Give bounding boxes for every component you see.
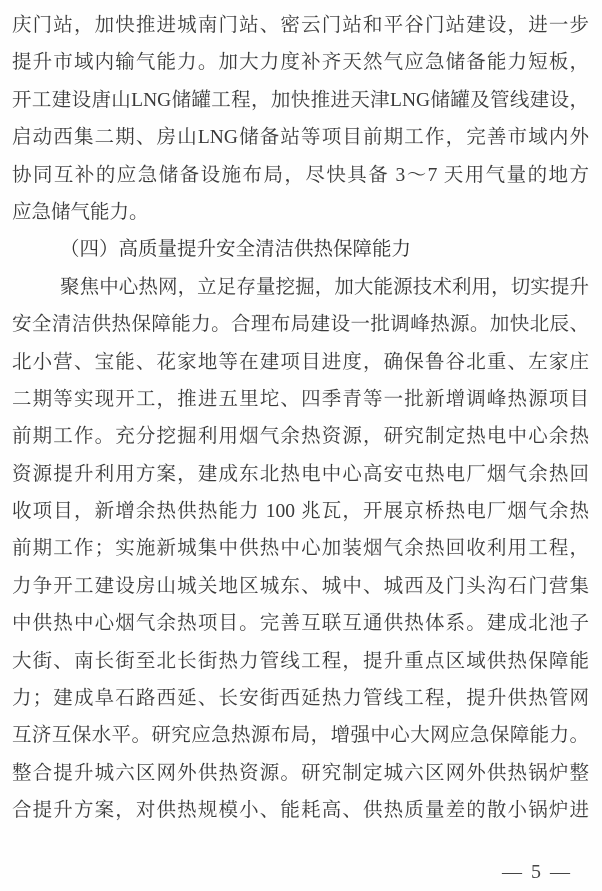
text-line: 互济互保水平。研究应急热源布局，增强中心大网应急保障能力。 [12,725,589,747]
text-line: 合提升方案，对供热规模小、能耗高、供热质量差的散小锅炉进 [12,800,589,822]
text-line: 前期工作；实施新城集中供热中心加装烟气余热回收利用工程， [12,538,589,560]
text-line: 大街、南长街至北长街热力管线工程，提升重点区域供热保障能 [12,650,589,672]
text-line: 北小营、宝能、花家地等在建项目进度，确保鲁谷北重、左家庄 [12,351,589,373]
page-number: — 5 — [502,861,572,883]
text-line: 前期工作。充分挖掘利用烟气余热资源，研究制定热电中心余热 [12,426,589,448]
text-line: 二期等实现开工，推进五里坨、四季青等一批新增调峰热源项目 [12,388,589,410]
text-line: 开工建设唐山LNG储罐工程，加快推进天津LNG储罐及管线建设， [12,89,589,111]
text-line: 收项目，新增余热供热能力 100 兆瓦，开展京桥热电厂烟气余热 [12,501,589,523]
section-heading: （四）高质量提升安全清洁供热保障能力 [60,239,412,261]
text-line: 提升市域内输气能力。加大力度补齐天然气应急储备能力短板， [12,52,589,74]
text-line: 整合提升城六区网外供热资源。研究制定城六区网外供热锅炉整 [12,762,589,784]
text-line: 应急储气能力。 [12,201,149,223]
document-text-block [12,7,589,830]
text-line: 协同互补的应急储备设施布局，尽快具备 3～7 天用气量的地方 [12,164,589,186]
text-line: 启动西集二期、房山LNG储备站等项目前期工作，完善市域内外 [12,127,589,149]
text-line: 聚焦中心热网，立足存量挖掘，加大能源技术利用，切实提升 [60,276,589,298]
text-line: 庆门站，加快推进城南门站、密云门站和平谷门站建设，进一步 [12,15,589,36]
text-line: 安全清洁供热保障能力。合理布局建设一批调峰热源。加快北辰、 [12,314,589,336]
text-line: 力争开工建设房山城关地区城东、城中、城西及门头沟石门营集 [12,575,589,597]
text-line: 资源提升利用方案，建成东北热电中心高安屯热电厂烟气余热回 [12,463,589,485]
text-line: 力；建成阜石路西延、长安街西延热力管线工程，提升供热管网 [12,688,589,710]
text-line: 中供热中心烟气余热项目。完善互联互通供热体系。建成北池子 [12,613,589,635]
